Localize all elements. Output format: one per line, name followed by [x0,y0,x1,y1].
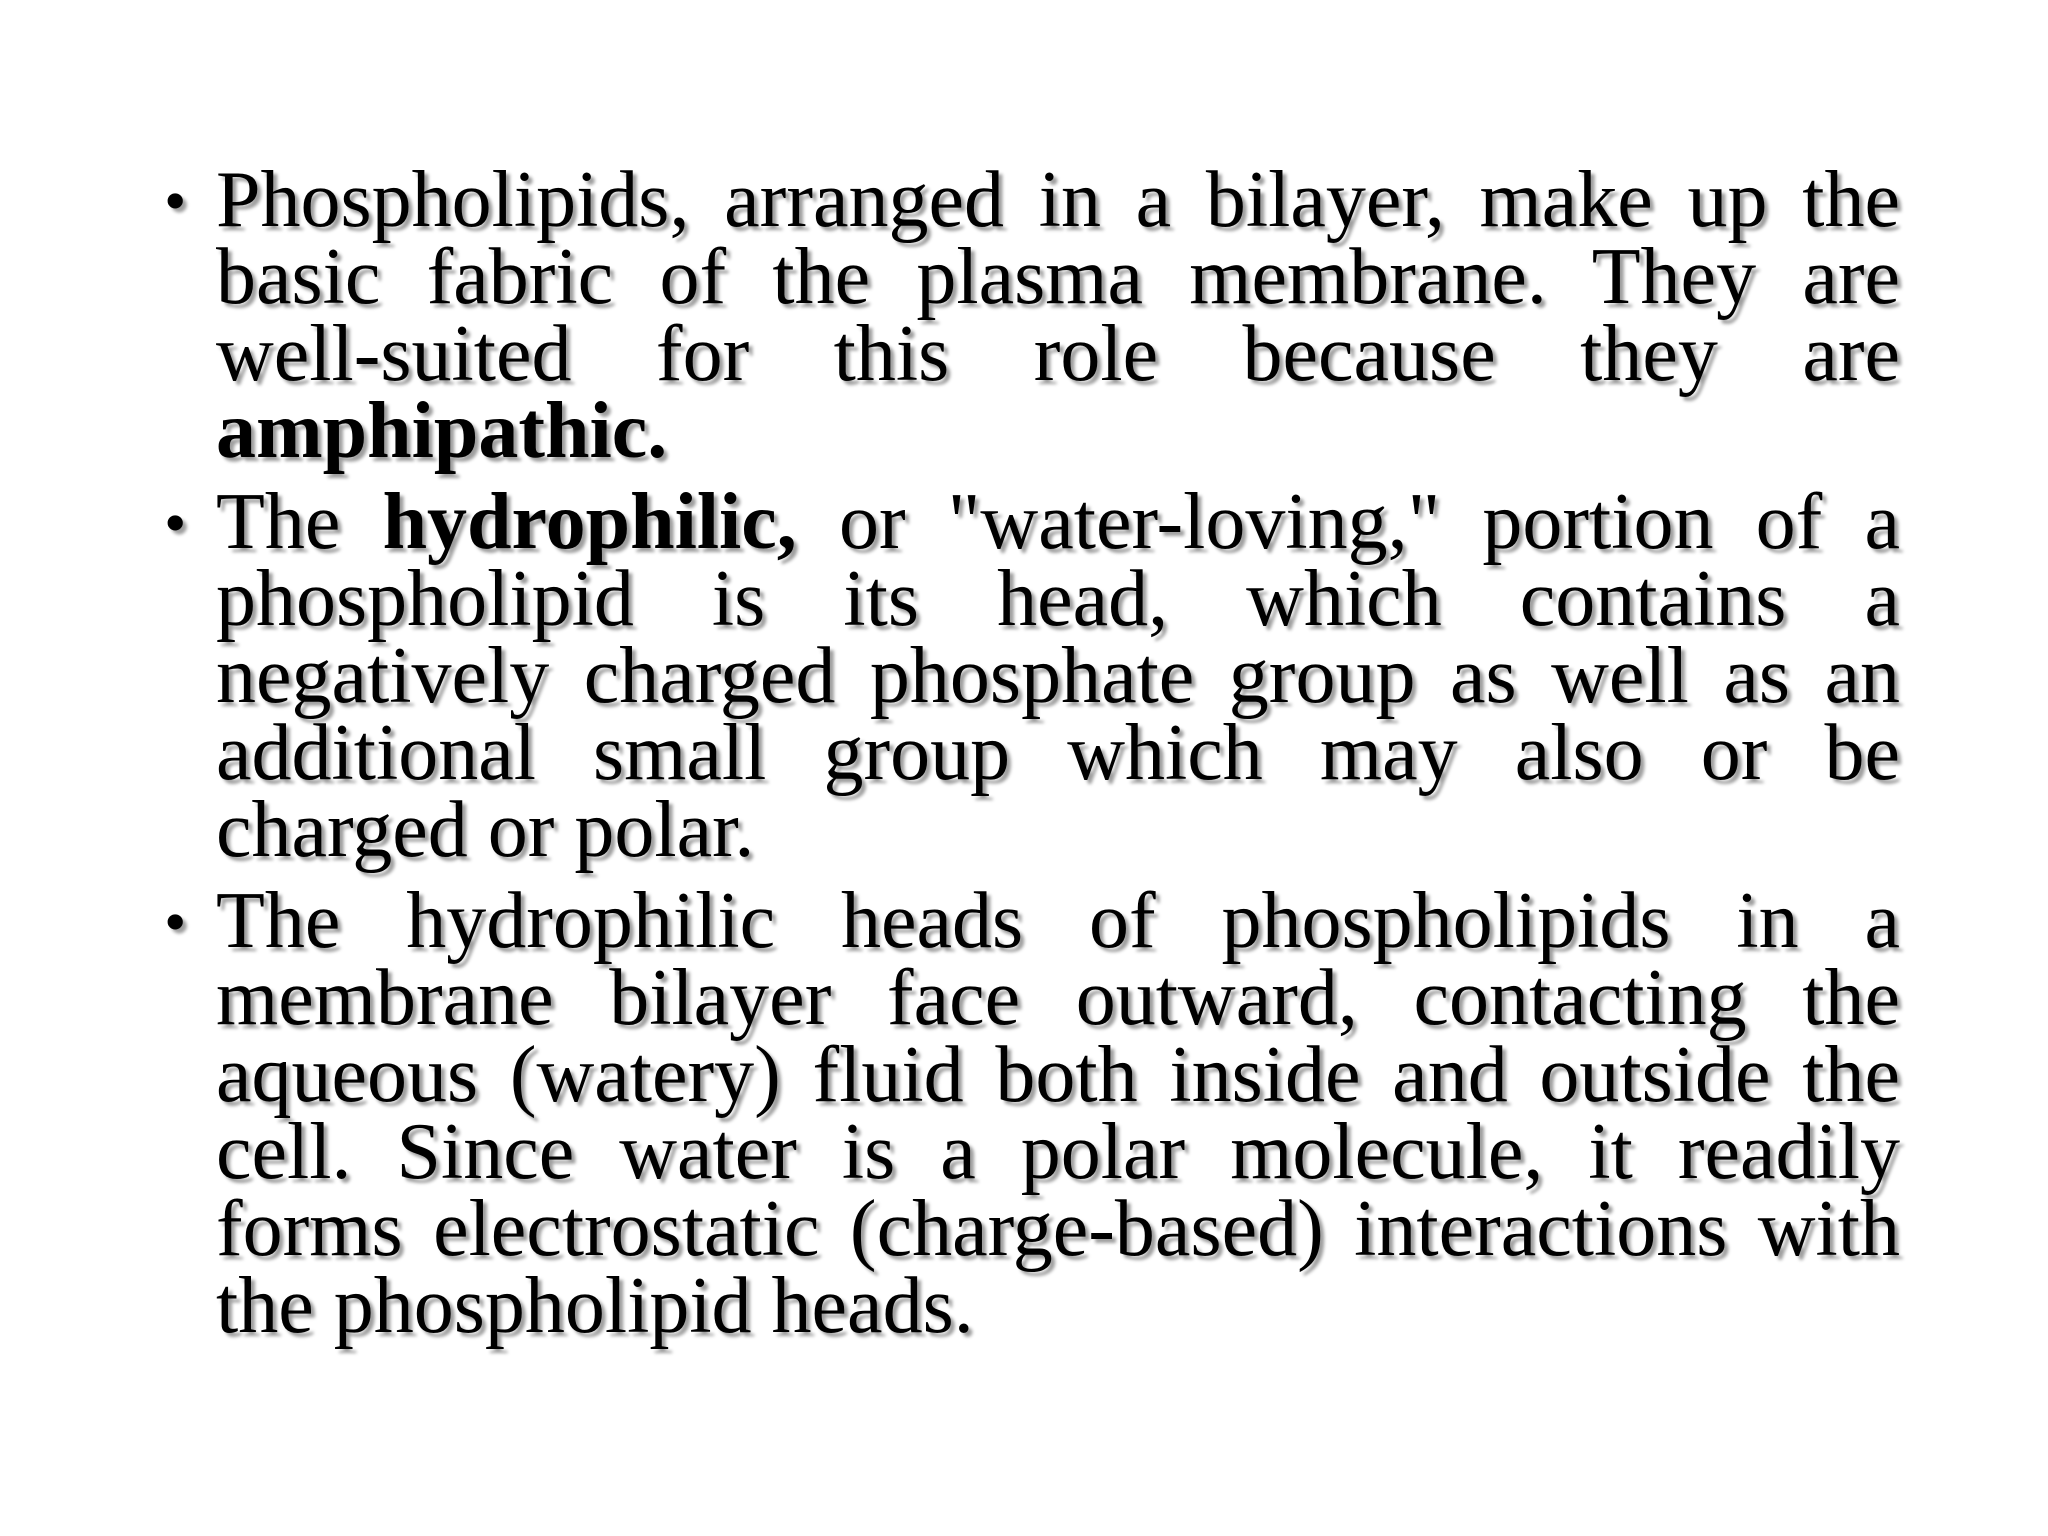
bullet-text [216,478,1901,874]
bullet-marker: • [164,886,187,957]
bold-term-hydrophilic: hydrophilic, [382,478,797,566]
slide-content [160,156,1901,1359]
bullet-marker: • [164,165,187,236]
bullet-text [216,156,1900,475]
bullet-item [160,156,1900,475]
bullet-text-segment: The hydrophilic heads of phospholipids in a membrane bilayer face outward, contacting the aqueous (watery) fluid both inside and outside the cell. Since water is a polar molecule, it readily forms electrostatic (charge-based) interactions with the phospholipid heads. [216,877,1900,1350]
bullet-text [216,877,1900,1350]
bullet-item [160,877,1900,1350]
bold-term-amphipathic: amphipathic. [216,387,668,475]
bullet-list [160,156,1901,1350]
bullet-text-segment: or "water-loving," portion of a phospholipid is its head, which contains a negatively charged phosphate group as well as an additional small group which may also or be charged or polar. [216,478,1901,874]
bullet-item [160,478,1901,874]
bullet-text-segment: Phospholipids, arranged in a bilayer, make up the basic fabric of the plasma membrane. They are well-suited for this role because they are [216,156,1900,398]
bullet-text-segment: The [216,478,383,566]
bullet-marker: • [164,487,187,558]
